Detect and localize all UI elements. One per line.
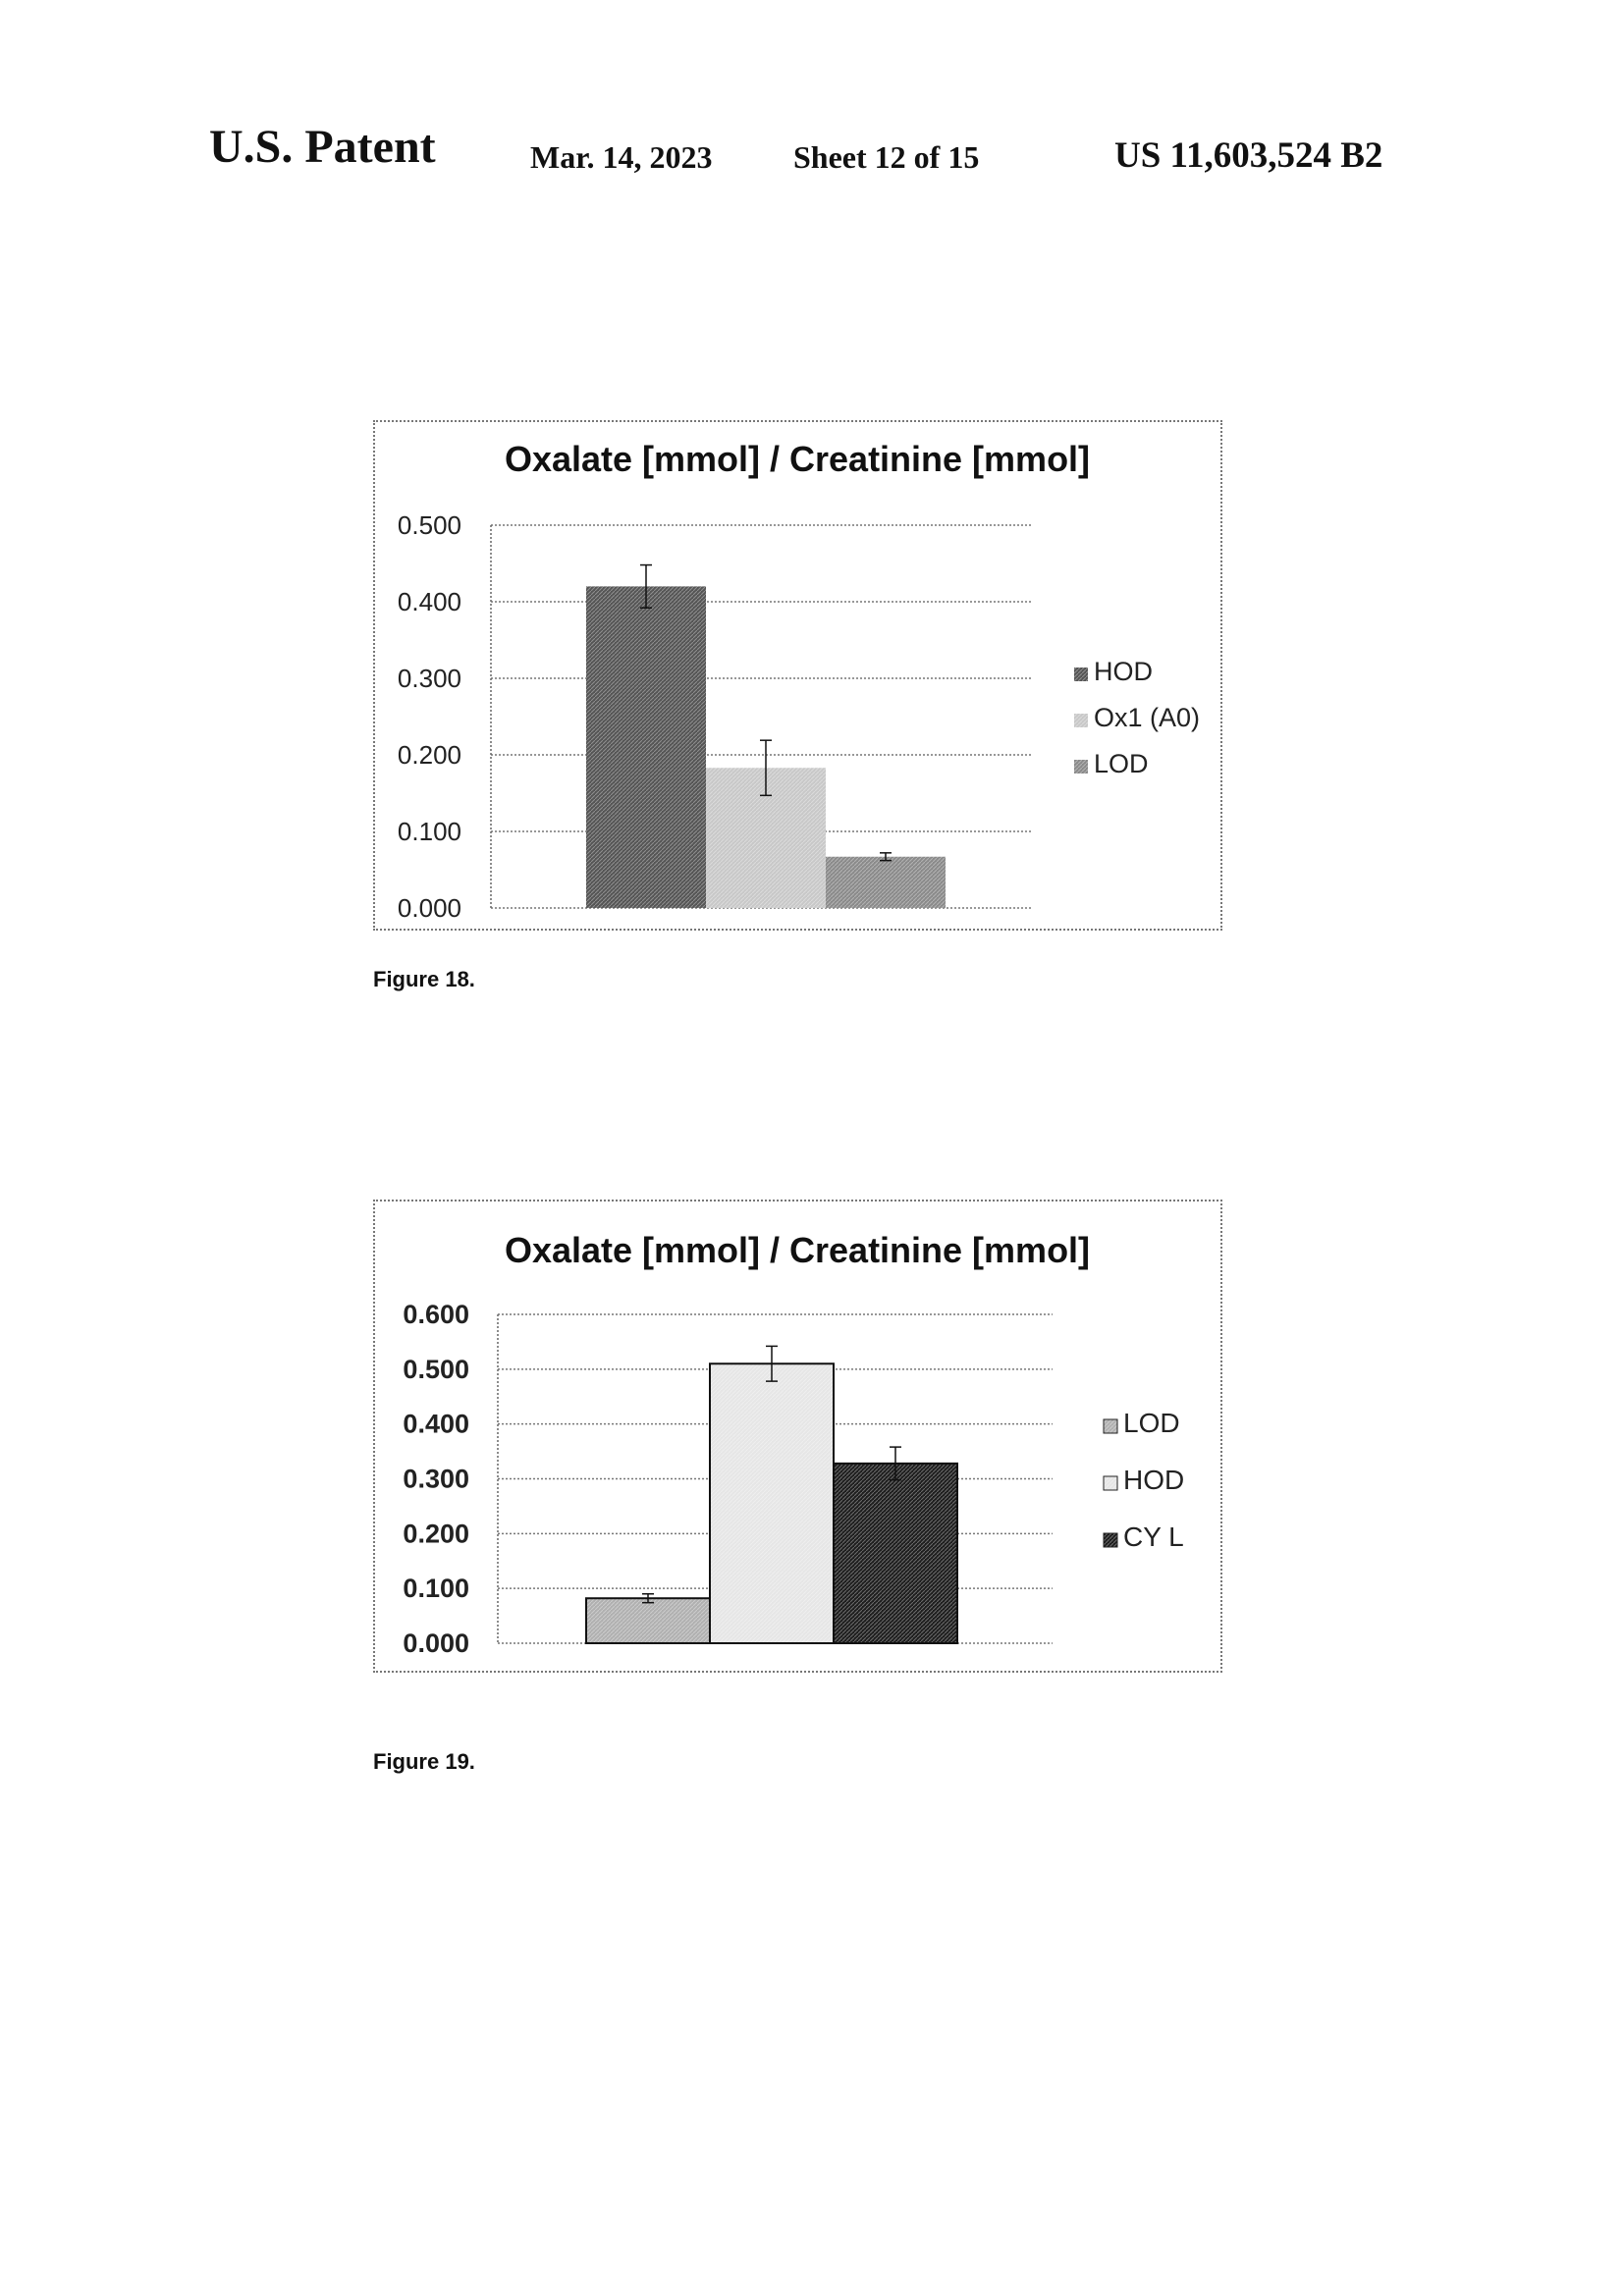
legend-label: HOD <box>1094 657 1153 686</box>
y-tick-label: 0.200 <box>403 1519 469 1549</box>
y-tick-label: 0.300 <box>397 664 461 693</box>
legend-label: LOD <box>1123 1408 1180 1438</box>
figure-18-chart <box>373 420 1222 931</box>
chart-title: Oxalate [mmol] / Creatinine [mmol] <box>504 1230 1091 1270</box>
legend-swatch <box>1104 1533 1117 1547</box>
y-tick-label: 0.000 <box>403 1629 469 1658</box>
figure-18-svg <box>375 422 1220 929</box>
bar-cy-l <box>834 1464 957 1643</box>
y-tick-label: 0.100 <box>403 1574 469 1604</box>
bar-lod <box>586 1598 710 1643</box>
legend-swatch <box>1074 667 1088 681</box>
sheet-number: Sheet 12 of 15 <box>793 139 980 175</box>
bar-lod <box>826 857 946 908</box>
y-tick-label: 0.500 <box>403 1354 469 1384</box>
legend-label: CY L <box>1123 1522 1184 1552</box>
figure-18-caption: Figure 18. <box>373 967 475 991</box>
patent-date: Mar. 14, 2023 <box>530 139 713 175</box>
legend-label: Ox1 (A0) <box>1094 703 1201 732</box>
patent-title: U.S. Patent <box>209 121 436 173</box>
patent-number: US 11,603,524 B2 <box>1114 135 1383 176</box>
figure-19-chart <box>373 1200 1222 1673</box>
legend-swatch <box>1104 1476 1117 1490</box>
y-tick-label: 0.500 <box>397 510 461 540</box>
y-tick-label: 0.300 <box>403 1464 469 1494</box>
y-tick-label: 0.600 <box>403 1300 469 1329</box>
legend-swatch <box>1074 714 1088 727</box>
bar-hod <box>586 586 706 908</box>
figure-19-svg <box>375 1201 1220 1671</box>
y-tick-label: 0.000 <box>397 893 461 923</box>
y-tick-label: 0.200 <box>397 740 461 770</box>
y-tick-label: 0.400 <box>403 1409 469 1439</box>
y-tick-label: 0.400 <box>397 587 461 616</box>
legend-swatch <box>1074 760 1088 774</box>
legend-swatch <box>1104 1419 1117 1433</box>
figure-19-caption: Figure 19. <box>373 1749 475 1774</box>
bar-hod <box>710 1363 834 1643</box>
chart-title: Oxalate [mmol] / Creatinine [mmol] <box>504 439 1091 479</box>
y-tick-label: 0.100 <box>397 817 461 846</box>
legend-label: LOD <box>1094 749 1149 778</box>
legend-label: HOD <box>1123 1465 1185 1495</box>
